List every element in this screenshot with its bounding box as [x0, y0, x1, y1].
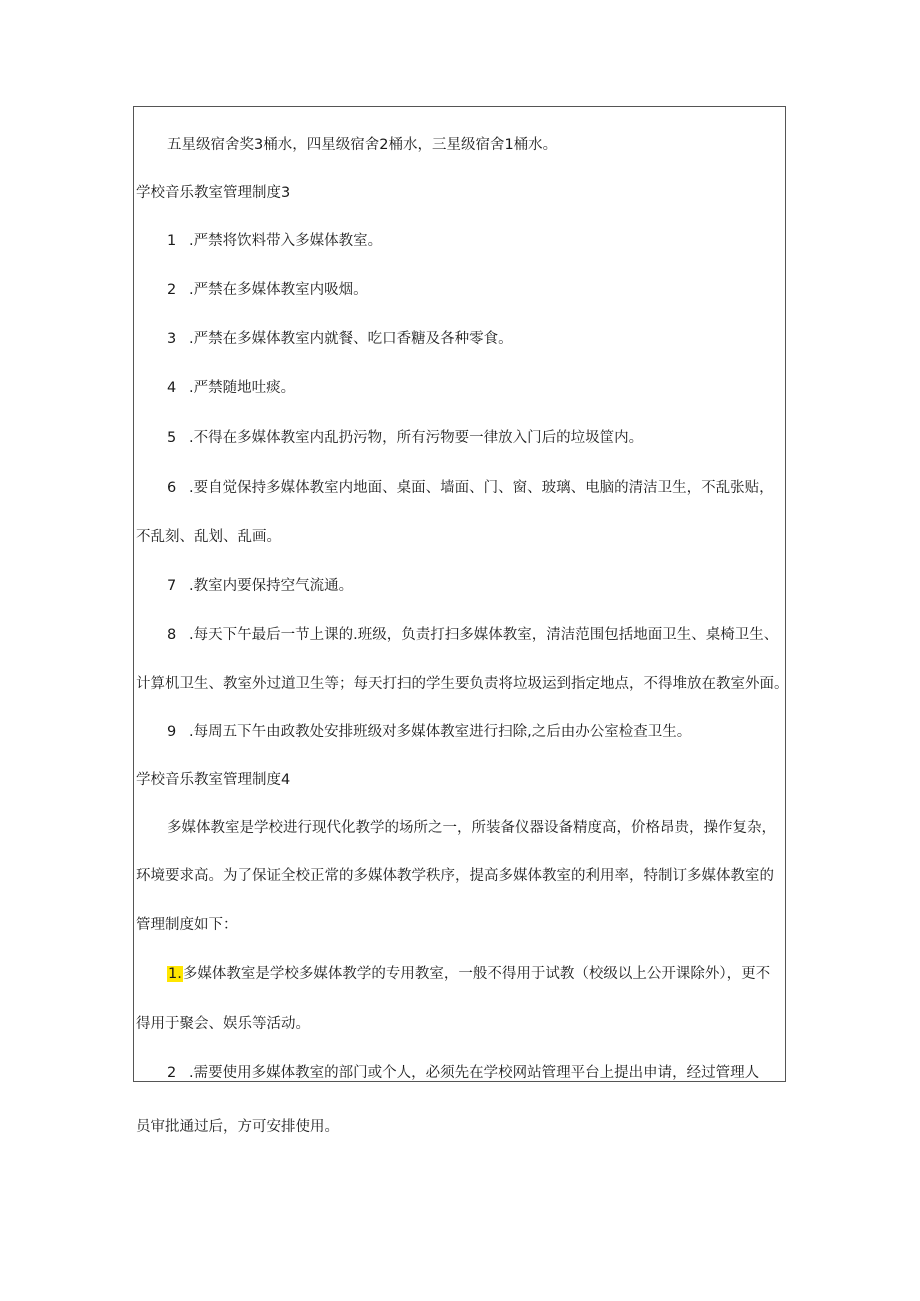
list-item	[167, 962, 770, 983]
list-item	[167, 623, 778, 644]
item-number: 9	[167, 724, 177, 740]
item-text: .教室内要保持空气流通。	[189, 578, 354, 594]
item-number: 7	[167, 578, 177, 594]
item-text: .每天下午最后一节上课的.班级，负责打扫多媒体教室，清洁范围包括地面卫生、桌椅卫生、	[189, 627, 779, 643]
list-item	[167, 574, 353, 595]
item-text: .严禁随地吐痰。	[189, 380, 296, 396]
item-number: 5	[167, 430, 177, 446]
list-item	[167, 1061, 759, 1082]
item-number: 4	[167, 380, 177, 396]
item-number: 6	[167, 480, 177, 496]
paragraph-line: 得用于聚会、娱乐等活动。	[136, 1016, 310, 1032]
section-heading: 学校音乐教室管理制度3	[136, 185, 291, 201]
item-number: 3	[167, 331, 177, 347]
item-text: .不得在多媒体教室内乱扔污物，所有污物要一律放入门后的垃圾筐内。	[189, 430, 644, 446]
item-text: .需要使用多媒体教室的部门或个人，必须先在学校网站管理平台上提出申请，经过管理人	[189, 1065, 760, 1081]
highlighted-number: 1.	[168, 966, 182, 982]
list-item	[167, 327, 513, 348]
list-item	[167, 229, 382, 250]
paragraph-line: 环境要求高。为了保证全校正常的多媒体教学秩序，提高多媒体教室的利用率，特制订多媒体教室的	[136, 868, 774, 884]
item-text: .严禁在多媒体教室内就餐、吃口香糖及各种零食。	[189, 331, 513, 347]
list-item	[167, 278, 368, 299]
paragraph-line: 多媒体教室是学校进行现代化教学的场所之一，所装备仪器设备精度高，价格昂贵，操作复杂，	[167, 820, 776, 836]
paragraph-line: 计算机卫生、教室外过道卫生等；每天打扫的学生要负责将垃圾运到指定地点，不得堆放在教室外面。	[136, 676, 789, 692]
item-text: .严禁在多媒体教室内吸烟。	[189, 282, 368, 298]
list-item	[167, 376, 295, 397]
item-number: 2	[167, 282, 177, 298]
item-text: .每周五下午由政教处安排班级对多媒体教室进行扫除,之后由办公室检查卫生。	[189, 724, 692, 740]
list-item	[167, 720, 691, 741]
paragraph-line: 管理制度如下：	[136, 917, 238, 933]
section-heading: 学校音乐教室管理制度4	[136, 772, 291, 788]
paragraph-line: 员审批通过后，方可安排使用。	[136, 1119, 339, 1135]
item-text: 多媒体教室是学校多媒体教学的专用教室，一般不得用于试教（校级以上公开课除外），更不	[182, 966, 771, 982]
item-number: 2	[167, 1065, 177, 1081]
list-item	[167, 426, 643, 447]
paragraph-line: 五星级宿舍奖3桶水，四星级宿舍2桶水，三星级宿舍1桶水。	[167, 137, 558, 153]
item-number: 1	[167, 233, 177, 249]
item-text: .严禁将饮料带入多媒体教室。	[189, 233, 383, 249]
item-number: 8	[167, 627, 177, 643]
paragraph-line: 不乱刻、乱划、乱画。	[136, 529, 281, 545]
list-item	[167, 476, 774, 497]
item-text: .要自觉保持多媒体教室内地面、桌面、墙面、门、窗、玻璃、电脑的清洁卫生，不乱张贴，	[189, 480, 774, 496]
